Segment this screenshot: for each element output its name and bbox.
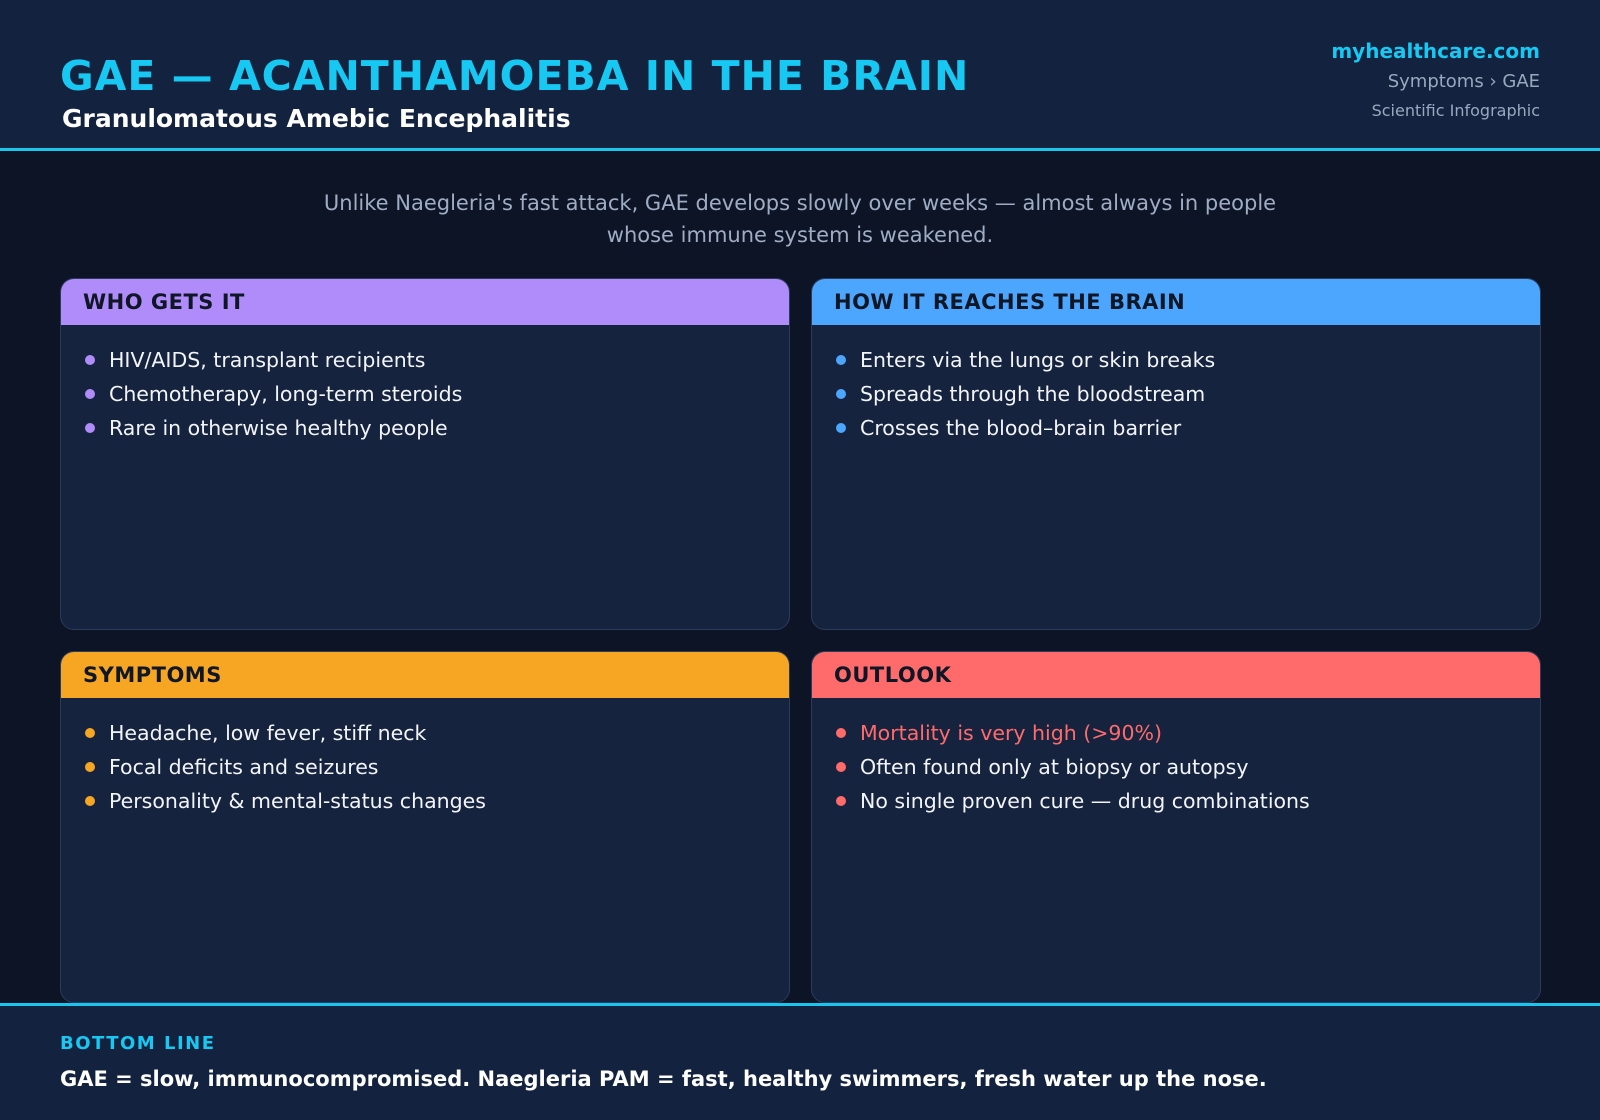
list-item-text: Personality & mental-status changes: [109, 789, 486, 813]
bullet-icon: [85, 796, 95, 806]
bullet-icon: [85, 389, 95, 399]
list-item-text: Focal deficits and seizures: [109, 755, 379, 779]
card-list: [61, 698, 789, 818]
list-item-text: Chemotherapy, long-term steroids: [109, 382, 463, 406]
list-item: [85, 784, 789, 818]
content-type-label: Scientific Infographic: [1371, 101, 1540, 120]
card-who-gets-it: [60, 278, 790, 630]
card-title: SYMPTOMS: [83, 663, 222, 687]
bullet-icon: [836, 389, 846, 399]
list-item-text: No single proven cure — drug combinations: [860, 789, 1310, 813]
page-title: GAE — ACANTHAMOEBA IN THE BRAIN: [60, 52, 970, 100]
list-item: [85, 377, 789, 411]
bullet-icon: [836, 728, 846, 738]
bullet-icon: [836, 762, 846, 772]
header: [0, 0, 1600, 151]
list-item-text: HIV/AIDS, transplant recipients: [109, 348, 426, 372]
list-item: [836, 784, 1540, 818]
page-subtitle: Granulomatous Amebic Encephalitis: [62, 104, 571, 133]
card-header: [61, 652, 789, 698]
bullet-icon: [85, 762, 95, 772]
list-item: [836, 750, 1540, 784]
list-item: [836, 377, 1540, 411]
bullet-icon: [85, 355, 95, 365]
list-item-text: Rare in otherwise healthy people: [109, 416, 448, 440]
bottom-line-label: BOTTOM LINE: [60, 1033, 216, 1054]
list-item-text-highlight: Mortality is very high (>90%): [860, 721, 1162, 745]
card-title: WHO GETS IT: [83, 290, 245, 314]
bullet-icon: [85, 728, 95, 738]
list-item-text: Headache, low fever, stiff neck: [109, 721, 427, 745]
card-header: [61, 279, 789, 325]
list-item: [85, 411, 789, 445]
list-item: [85, 343, 789, 377]
card-header: [812, 279, 1540, 325]
list-item-text: Spreads through the bloodstream: [860, 382, 1206, 406]
card-title: HOW IT REACHES THE BRAIN: [834, 290, 1186, 314]
list-item-text: Often found only at biopsy or autopsy: [860, 755, 1249, 779]
list-item: [836, 411, 1540, 445]
card-list: [812, 698, 1540, 818]
bullet-icon: [836, 796, 846, 806]
card-symptoms: [60, 651, 790, 1003]
card-title: OUTLOOK: [834, 663, 952, 687]
intro-text: Unlike Naegleria's fast attack, GAE develops slowly over weeks — almost always in people whose immune system is weakened.: [323, 191, 1277, 247]
breadcrumb[interactable]: Symptoms › GAE: [1387, 71, 1540, 92]
card-list: [61, 325, 789, 445]
list-item-text: Crosses the blood–brain barrier: [860, 416, 1182, 440]
card-header: [812, 652, 1540, 698]
bullet-icon: [836, 355, 846, 365]
list-item: [836, 343, 1540, 377]
bullet-icon: [85, 423, 95, 433]
card-how-it-reaches-brain: [811, 278, 1541, 630]
card-outlook: [811, 651, 1541, 1003]
card-list: [812, 325, 1540, 445]
list-item-text: Enters via the lungs or skin breaks: [860, 348, 1216, 372]
list-item: [836, 716, 1540, 750]
bottom-line-footer: [0, 1003, 1600, 1120]
list-item: [85, 716, 789, 750]
bullet-icon: [836, 423, 846, 433]
site-link[interactable]: myhealthcare.com: [1331, 39, 1540, 63]
list-item: [85, 750, 789, 784]
bottom-line-text: GAE = slow, immunocompromised. Naegleria PAM = fast, healthy swimmers, fresh water up the nose.: [60, 1067, 1267, 1091]
